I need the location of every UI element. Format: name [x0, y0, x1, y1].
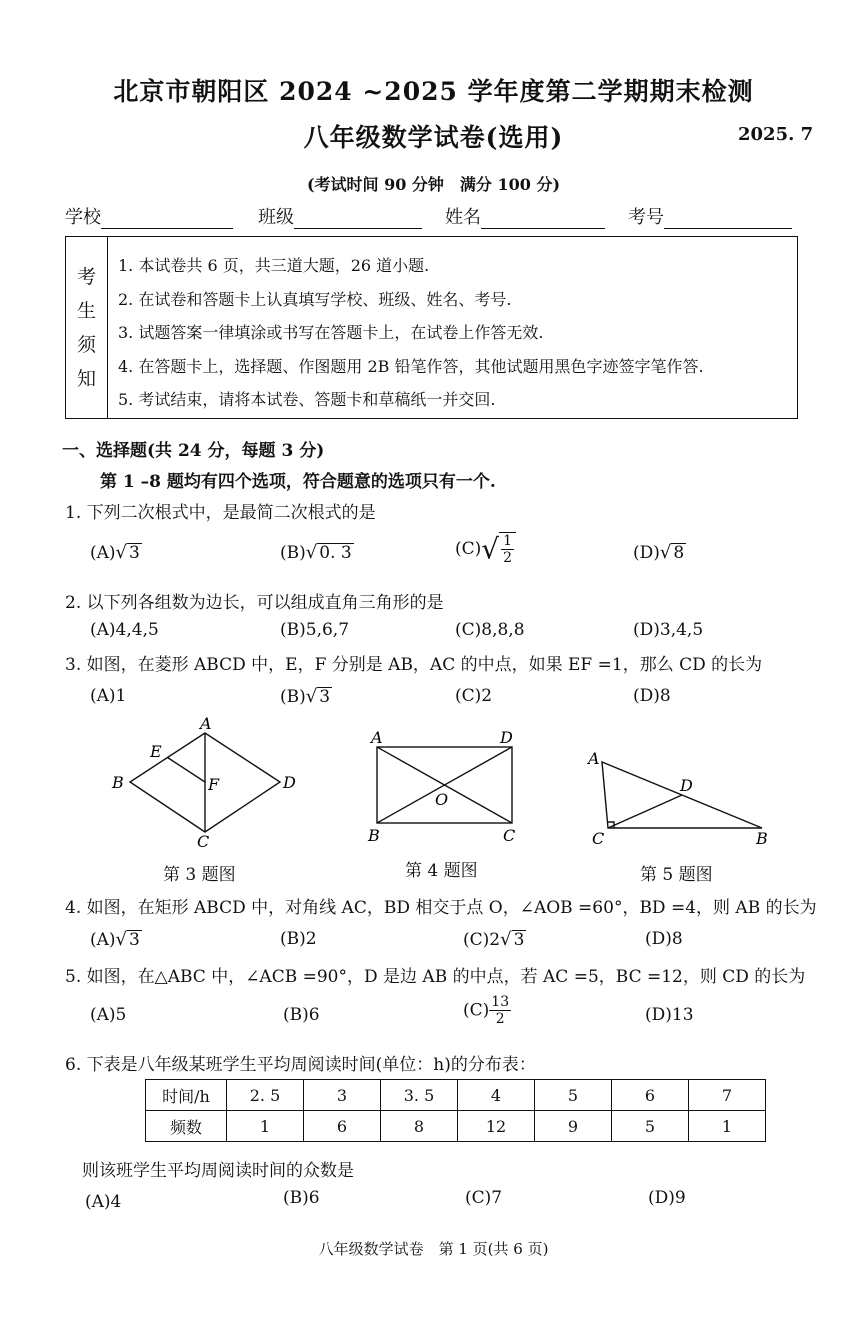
table-cell: 4: [458, 1080, 535, 1111]
notice-item: 2. 在试卷和答题卡上认真填写学校、班级、姓名、考号.: [118, 289, 512, 309]
q3-option-c: (C)2: [455, 686, 493, 706]
q4-option-c: (C)2√ 3: [463, 929, 525, 950]
field-school: 学校: [65, 203, 233, 229]
q2-option-b: (B)5,6,7: [280, 620, 350, 640]
fig5-label-b: B: [756, 829, 768, 848]
fig4-label-a: A: [371, 728, 383, 747]
table-row: [146, 1080, 766, 1111]
q5-option-d: (D)13: [645, 1005, 694, 1025]
notice-items: [118, 249, 704, 417]
table-row: [146, 1111, 766, 1142]
fig4-label-b: B: [368, 826, 380, 845]
field-exam-number: 考号: [628, 203, 792, 229]
fig3-label-c: C: [197, 832, 210, 850]
notice-item: 1. 本试卷共 6 页，共三道大题，26 道小题.: [118, 256, 430, 275]
q4-option-a: (A)√ 3: [90, 929, 140, 950]
q3-option-d: (D)8: [633, 686, 671, 706]
fig5-label-d: D: [680, 776, 693, 795]
q1-option-b: (B)√ 0. 3: [280, 542, 352, 563]
notice-item: 5. 考试结束，请将本试卷、答题卡和草稿纸一并交回.: [118, 390, 496, 409]
q6-option-a: (A)4: [85, 1192, 122, 1212]
field-name: 姓名: [445, 203, 605, 229]
table-cell: 5: [535, 1080, 612, 1111]
exam-info: (考试时间 90 分钟 满分 100 分): [306, 175, 561, 194]
q3-option-b: (B)√ 3: [280, 686, 331, 707]
q4-option-b: (B)2: [280, 929, 317, 949]
school-blank[interactable]: [101, 210, 233, 229]
q1-option-d: (D)√ 8: [633, 542, 685, 563]
notice-item: 4. 在答题卡上，选择题、作图题用 2B 铅笔作答，其他试题用黑色字迹签字笔作答.: [118, 356, 704, 376]
table-cell: 12: [458, 1111, 535, 1142]
table-header-time: 时间/h: [146, 1080, 227, 1111]
notice-item: 3. 试题答案一律填涂或书写在答题卡上，在试卷上作答无效.: [118, 323, 544, 342]
q3-option-a: (A)1: [90, 686, 127, 706]
q6-stem: 6. 下表是八年级某班学生平均周阅读时间(单位：h)的分布表：: [65, 1055, 536, 1075]
fig5-label-a: A: [588, 749, 600, 768]
page-footer: 八年级数学试卷 第 1 页(共 6 页): [318, 1240, 549, 1258]
q2-option-c: (C)8,8,8: [455, 620, 525, 640]
fig4-label-d: D: [500, 728, 513, 747]
q1-stem: 1. 下列二次根式中，是最简二次根式的是: [65, 503, 376, 523]
exam-number-blank[interactable]: [664, 210, 792, 229]
q6-question: 则该班学生平均周阅读时间的众数是: [82, 1161, 354, 1181]
fig3-label-a: A: [200, 715, 212, 733]
fig3-label-f: F: [208, 775, 220, 794]
exam-subtitle: 八年级数学试卷(选用): [303, 123, 564, 152]
section-instruction: 第 1 –8 题均有四个选项，符合题意的选项只有一个.: [100, 472, 496, 492]
class-blank[interactable]: [294, 210, 422, 229]
table-cell: 5: [612, 1111, 689, 1142]
fig5-caption: 第 5 题图: [640, 865, 713, 885]
q1-option-a: (A)√ 3: [90, 542, 140, 563]
figure-3-rhombus: [100, 715, 300, 850]
q2-option-d: (D)3,4,5: [633, 620, 704, 640]
fig4-label-o: O: [435, 790, 449, 809]
q4-stem: 4. 如图，在矩形 ABCD 中，对角线 AC，BD 相交于点 O，∠AOB =60°，BD =4，则 AB 的长为: [65, 898, 817, 918]
field-class: 班级: [258, 203, 422, 229]
q5-stem: 5. 如图，在△ABC 中，∠ACB =90°，D 是边 AB 的中点，若 AC =5，BC =12，则 CD 的长为: [65, 967, 806, 987]
section-heading: 一、选择题(共 24 分，每题 3 分): [62, 441, 325, 461]
q5-option-a: (A)5: [90, 1005, 127, 1025]
fig5-label-c: C: [592, 829, 605, 848]
table-cell: 1: [227, 1111, 304, 1142]
exam-date: 2025. 7: [738, 124, 814, 145]
fig3-label-e: E: [150, 742, 162, 761]
q2-option-a: (A)4,4,5: [90, 620, 159, 640]
table-cell: 6: [612, 1080, 689, 1111]
figure-4-rectangle: [365, 725, 530, 847]
q5-option-b: (B)6: [283, 1005, 320, 1025]
q2-stem: 2. 以下列各组数为边长，可以组成直角三角形的是: [65, 593, 444, 613]
fig3-label-d: D: [283, 773, 296, 792]
q6-option-c: (C)7: [465, 1188, 503, 1208]
table-cell: 9: [535, 1111, 612, 1142]
q1-option-c: (C)√ $\frac{1}{2}$: [455, 532, 516, 566]
q6-option-d: (D)9: [648, 1188, 686, 1208]
table-cell: 3: [304, 1080, 381, 1111]
table-cell: 2. 5: [227, 1080, 304, 1111]
table-cell: 1: [689, 1111, 766, 1142]
fig4-label-c: C: [503, 826, 516, 845]
notice-label: 考 生 须 知: [66, 237, 108, 418]
exam-title: 北京市朝阳区 2024 ~2025 学年度第二学期期末检测: [113, 77, 754, 106]
q6-option-b: (B)6: [283, 1188, 320, 1208]
fig3-caption: 第 3 题图: [163, 865, 236, 885]
table-cell: 7: [689, 1080, 766, 1111]
figure-5-triangle: [580, 740, 780, 850]
table-cell: 6: [304, 1111, 381, 1142]
q5-option-c: (C) $\frac{13}{2}$: [463, 994, 510, 1027]
table-cell: 8: [381, 1111, 458, 1142]
table-header-count: 频数: [146, 1111, 227, 1142]
fig3-label-b: B: [112, 773, 124, 792]
fig4-caption: 第 4 题图: [405, 861, 478, 881]
table-cell: 3. 5: [381, 1080, 458, 1111]
notice-box: [65, 236, 798, 419]
name-blank[interactable]: [481, 210, 605, 229]
q4-option-d: (D)8: [645, 929, 683, 949]
q3-stem: 3. 如图，在菱形 ABCD 中，E，F 分别是 AB，AC 的中点，如果 EF =1，那么 CD 的长为: [65, 655, 763, 675]
frequency-table: [145, 1079, 766, 1142]
